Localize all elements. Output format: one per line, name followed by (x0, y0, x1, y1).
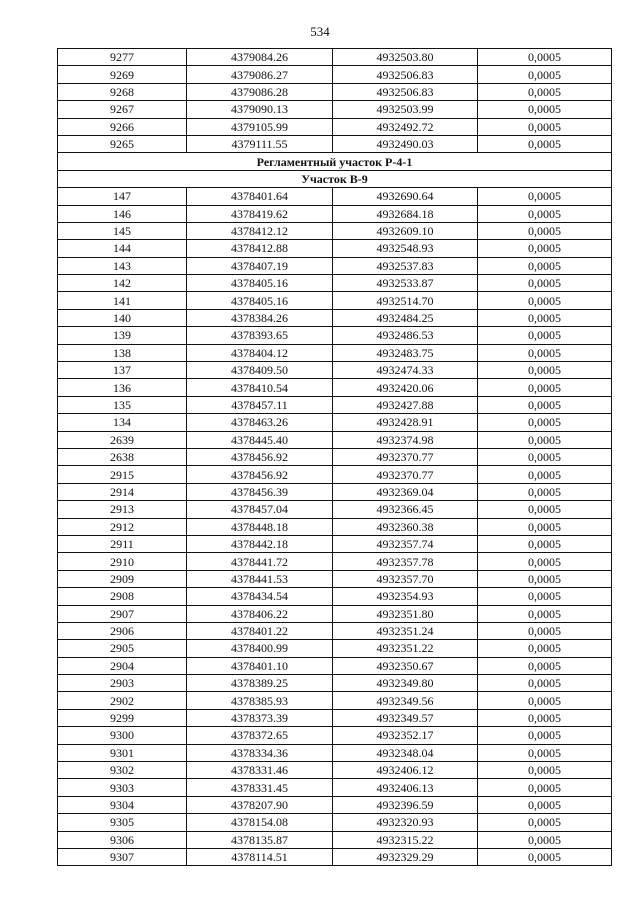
point-number-cell: 147 (58, 188, 187, 205)
table-row (58, 570, 612, 587)
point-number-cell: 136 (58, 379, 187, 396)
section-title: Регламентный участок Р-4-1 (58, 153, 612, 170)
coord-x-cell: 4378412.12 (187, 222, 333, 239)
accuracy-cell: 0,0005 (478, 553, 612, 570)
point-number-cell: 141 (58, 292, 187, 309)
coord-x-cell: 4379086.27 (187, 66, 333, 83)
coord-y-cell: 4932506.83 (333, 83, 478, 100)
point-number-cell: 138 (58, 344, 187, 361)
table-row (58, 222, 612, 239)
accuracy-cell: 0,0005 (478, 640, 612, 657)
point-number-cell: 9299 (58, 709, 187, 726)
table-row (58, 83, 612, 100)
table-row (58, 49, 612, 66)
coord-y-cell: 4932537.83 (333, 257, 478, 274)
coord-y-cell: 4932315.22 (333, 831, 478, 848)
point-number-cell: 2906 (58, 622, 187, 639)
coord-x-cell: 4378463.26 (187, 414, 333, 431)
accuracy-cell: 0,0005 (478, 744, 612, 761)
accuracy-cell: 0,0005 (478, 570, 612, 587)
point-number-cell: 9303 (58, 779, 187, 796)
table-row (58, 744, 612, 761)
coord-x-cell: 4378456.39 (187, 483, 333, 500)
coord-y-cell: 4932406.13 (333, 779, 478, 796)
table-row (58, 414, 612, 431)
accuracy-cell: 0,0005 (478, 222, 612, 239)
accuracy-cell: 0,0005 (478, 275, 612, 292)
coord-x-cell: 4378419.62 (187, 205, 333, 222)
point-number-cell: 9301 (58, 744, 187, 761)
coord-x-cell: 4378389.25 (187, 675, 333, 692)
coord-x-cell: 4378401.22 (187, 622, 333, 639)
accuracy-cell: 0,0005 (478, 396, 612, 413)
coord-x-cell: 4378409.50 (187, 362, 333, 379)
coord-y-cell: 4932483.75 (333, 344, 478, 361)
coord-x-cell: 4378412.88 (187, 240, 333, 257)
coord-y-cell: 4932503.80 (333, 49, 478, 66)
point-number-cell: 2639 (58, 431, 187, 448)
coord-y-cell: 4932349.57 (333, 709, 478, 726)
coord-x-cell: 4379105.99 (187, 118, 333, 135)
point-number-cell: 2915 (58, 466, 187, 483)
coord-x-cell: 4378404.12 (187, 344, 333, 361)
coord-y-cell: 4932351.24 (333, 622, 478, 639)
point-number-cell: 142 (58, 275, 187, 292)
coord-x-cell: 4378385.93 (187, 692, 333, 709)
accuracy-cell: 0,0005 (478, 292, 612, 309)
point-number-cell: 9268 (58, 83, 187, 100)
accuracy-cell: 0,0005 (478, 379, 612, 396)
coord-x-cell: 4378401.64 (187, 188, 333, 205)
coord-y-cell: 4932490.03 (333, 135, 478, 152)
point-number-cell: 137 (58, 362, 187, 379)
coord-y-cell: 4932474.33 (333, 362, 478, 379)
table-row (58, 831, 612, 848)
accuracy-cell: 0,0005 (478, 431, 612, 448)
accuracy-cell: 0,0005 (478, 101, 612, 118)
table-row (58, 762, 612, 779)
coord-x-cell: 4378207.90 (187, 796, 333, 813)
point-number-cell: 9307 (58, 848, 187, 865)
coord-y-cell: 4932420.06 (333, 379, 478, 396)
accuracy-cell: 0,0005 (478, 257, 612, 274)
coord-x-cell: 4379111.55 (187, 135, 333, 152)
accuracy-cell: 0,0005 (478, 344, 612, 361)
table-row (58, 483, 612, 500)
accuracy-cell: 0,0005 (478, 796, 612, 813)
coord-x-cell: 4379084.26 (187, 49, 333, 66)
table-row (58, 362, 612, 379)
coord-y-cell: 4932357.70 (333, 570, 478, 587)
coord-x-cell: 4378406.22 (187, 605, 333, 622)
coord-y-cell: 4932533.87 (333, 275, 478, 292)
accuracy-cell: 0,0005 (478, 848, 612, 865)
accuracy-cell: 0,0005 (478, 762, 612, 779)
subsection-row (58, 170, 612, 187)
coord-y-cell: 4932357.74 (333, 535, 478, 552)
coord-x-cell: 4378405.16 (187, 292, 333, 309)
point-number-cell: 9306 (58, 831, 187, 848)
point-number-cell: 2903 (58, 675, 187, 692)
table-row (58, 327, 612, 344)
coord-x-cell: 4378400.99 (187, 640, 333, 657)
coord-x-cell: 4378457.04 (187, 501, 333, 518)
section-header-group (58, 153, 612, 188)
page-number: 534 (310, 24, 330, 39)
coord-x-cell: 4378372.65 (187, 727, 333, 744)
coord-x-cell: 4378434.54 (187, 588, 333, 605)
point-number-cell: 2909 (58, 570, 187, 587)
accuracy-cell: 0,0005 (478, 448, 612, 465)
table-row (58, 135, 612, 152)
coord-y-cell: 4932492.72 (333, 118, 478, 135)
table-row (58, 257, 612, 274)
table-row (58, 588, 612, 605)
point-number-cell: 9304 (58, 796, 187, 813)
accuracy-cell: 0,0005 (478, 362, 612, 379)
accuracy-cell: 0,0005 (478, 309, 612, 326)
coordinates-table (57, 48, 612, 866)
coord-y-cell: 4932484.25 (333, 309, 478, 326)
point-number-cell: 144 (58, 240, 187, 257)
coord-x-cell: 4378405.16 (187, 275, 333, 292)
table-row (58, 309, 612, 326)
table-body-main (58, 188, 612, 866)
point-number-cell: 2908 (58, 588, 187, 605)
coord-y-cell: 4932406.12 (333, 762, 478, 779)
accuracy-cell: 0,0005 (478, 727, 612, 744)
point-number-cell: 145 (58, 222, 187, 239)
coord-y-cell: 4932350.67 (333, 657, 478, 674)
coord-y-cell: 4932349.80 (333, 675, 478, 692)
accuracy-cell: 0,0005 (478, 66, 612, 83)
coord-x-cell: 4378456.92 (187, 466, 333, 483)
coord-y-cell: 4932427.88 (333, 396, 478, 413)
coord-x-cell: 4378445.40 (187, 431, 333, 448)
point-number-cell: 2914 (58, 483, 187, 500)
accuracy-cell: 0,0005 (478, 240, 612, 257)
point-number-cell: 134 (58, 414, 187, 431)
coord-y-cell: 4932428.91 (333, 414, 478, 431)
table-row (58, 605, 612, 622)
coord-x-cell: 4378331.46 (187, 762, 333, 779)
point-number-cell: 143 (58, 257, 187, 274)
coord-y-cell: 4932354.93 (333, 588, 478, 605)
point-number-cell: 139 (58, 327, 187, 344)
table-row (58, 344, 612, 361)
coord-y-cell: 4932503.99 (333, 101, 478, 118)
table-row (58, 292, 612, 309)
table-row (58, 848, 612, 865)
accuracy-cell: 0,0005 (478, 675, 612, 692)
accuracy-cell: 0,0005 (478, 657, 612, 674)
table-row (58, 518, 612, 535)
coord-x-cell: 4378457.11 (187, 396, 333, 413)
table-row (58, 379, 612, 396)
coord-y-cell: 4932690.64 (333, 188, 478, 205)
accuracy-cell: 0,0005 (478, 588, 612, 605)
table-row (58, 657, 612, 674)
table-row (58, 118, 612, 135)
table-row (58, 431, 612, 448)
table-row (58, 66, 612, 83)
point-number-cell: 2912 (58, 518, 187, 535)
accuracy-cell: 0,0005 (478, 518, 612, 535)
coord-x-cell: 4378384.26 (187, 309, 333, 326)
table-row (58, 622, 612, 639)
accuracy-cell: 0,0005 (478, 414, 612, 431)
coord-y-cell: 4932514.70 (333, 292, 478, 309)
point-number-cell: 9267 (58, 101, 187, 118)
point-number-cell: 2904 (58, 657, 187, 674)
coord-y-cell: 4932370.77 (333, 448, 478, 465)
table-row (58, 535, 612, 552)
coord-x-cell: 4379086.28 (187, 83, 333, 100)
coord-y-cell: 4932548.93 (333, 240, 478, 257)
accuracy-cell: 0,0005 (478, 118, 612, 135)
point-number-cell: 2902 (58, 692, 187, 709)
coord-y-cell: 4932366.45 (333, 501, 478, 518)
table-row (58, 448, 612, 465)
coord-x-cell: 4378373.39 (187, 709, 333, 726)
table-row (58, 692, 612, 709)
table-row (58, 205, 612, 222)
table-row (58, 709, 612, 726)
coord-x-cell: 4378114.51 (187, 848, 333, 865)
coord-y-cell: 4932349.56 (333, 692, 478, 709)
coord-x-cell: 4378442.18 (187, 535, 333, 552)
accuracy-cell: 0,0005 (478, 535, 612, 552)
coord-x-cell: 4379090.13 (187, 101, 333, 118)
coord-y-cell: 4932396.59 (333, 796, 478, 813)
coord-y-cell: 4932329.29 (333, 848, 478, 865)
accuracy-cell: 0,0005 (478, 83, 612, 100)
accuracy-cell: 0,0005 (478, 49, 612, 66)
coord-x-cell: 4378393.65 (187, 327, 333, 344)
table-row (58, 675, 612, 692)
accuracy-cell: 0,0005 (478, 605, 612, 622)
coord-y-cell: 4932609.10 (333, 222, 478, 239)
coord-x-cell: 4378135.87 (187, 831, 333, 848)
accuracy-cell: 0,0005 (478, 831, 612, 848)
coord-y-cell: 4932374.98 (333, 431, 478, 448)
coord-x-cell: 4378448.18 (187, 518, 333, 535)
coord-y-cell: 4932370.77 (333, 466, 478, 483)
table-row (58, 501, 612, 518)
point-number-cell: 9305 (58, 814, 187, 831)
coord-y-cell: 4932357.78 (333, 553, 478, 570)
accuracy-cell: 0,0005 (478, 622, 612, 639)
coord-y-cell: 4932369.04 (333, 483, 478, 500)
table-row (58, 466, 612, 483)
table-row (58, 275, 612, 292)
table-row (58, 727, 612, 744)
point-number-cell: 9265 (58, 135, 187, 152)
accuracy-cell: 0,0005 (478, 483, 612, 500)
coord-y-cell: 4932348.04 (333, 744, 478, 761)
section-row (58, 153, 612, 170)
coord-y-cell: 4932684.18 (333, 205, 478, 222)
accuracy-cell: 0,0005 (478, 814, 612, 831)
coord-y-cell: 4932351.80 (333, 605, 478, 622)
point-number-cell: 9269 (58, 66, 187, 83)
accuracy-cell: 0,0005 (478, 135, 612, 152)
table-row (58, 240, 612, 257)
coord-y-cell: 4932506.83 (333, 66, 478, 83)
table-row (58, 188, 612, 205)
coord-y-cell: 4932320.93 (333, 814, 478, 831)
coord-y-cell: 4932486.53 (333, 327, 478, 344)
table-row (58, 779, 612, 796)
coord-x-cell: 4378334.36 (187, 744, 333, 761)
point-number-cell: 146 (58, 205, 187, 222)
point-number-cell: 2907 (58, 605, 187, 622)
accuracy-cell: 0,0005 (478, 692, 612, 709)
accuracy-cell: 0,0005 (478, 709, 612, 726)
point-number-cell: 2905 (58, 640, 187, 657)
table-row (58, 553, 612, 570)
point-number-cell: 9300 (58, 727, 187, 744)
coord-x-cell: 4378331.45 (187, 779, 333, 796)
coord-x-cell: 4378401.10 (187, 657, 333, 674)
coord-x-cell: 4378441.53 (187, 570, 333, 587)
point-number-cell: 9266 (58, 118, 187, 135)
accuracy-cell: 0,0005 (478, 188, 612, 205)
point-number-cell: 140 (58, 309, 187, 326)
point-number-cell: 2638 (58, 448, 187, 465)
table-row (58, 814, 612, 831)
coord-y-cell: 4932360.38 (333, 518, 478, 535)
coord-x-cell: 4378154.08 (187, 814, 333, 831)
coord-y-cell: 4932351.22 (333, 640, 478, 657)
point-number-cell: 9302 (58, 762, 187, 779)
point-number-cell: 2911 (58, 535, 187, 552)
table-body-top (58, 49, 612, 153)
coord-x-cell: 4378441.72 (187, 553, 333, 570)
table-row (58, 396, 612, 413)
accuracy-cell: 0,0005 (478, 205, 612, 222)
coord-y-cell: 4932352.17 (333, 727, 478, 744)
table-row (58, 640, 612, 657)
table-row (58, 101, 612, 118)
accuracy-cell: 0,0005 (478, 501, 612, 518)
point-number-cell: 2913 (58, 501, 187, 518)
point-number-cell: 2910 (58, 553, 187, 570)
table-row (58, 796, 612, 813)
subsection-title: Участок В-9 (58, 170, 612, 187)
accuracy-cell: 0,0005 (478, 327, 612, 344)
accuracy-cell: 0,0005 (478, 779, 612, 796)
coord-x-cell: 4378407.19 (187, 257, 333, 274)
point-number-cell: 9277 (58, 49, 187, 66)
accuracy-cell: 0,0005 (478, 466, 612, 483)
coord-x-cell: 4378456.92 (187, 448, 333, 465)
coord-x-cell: 4378410.54 (187, 379, 333, 396)
point-number-cell: 135 (58, 396, 187, 413)
